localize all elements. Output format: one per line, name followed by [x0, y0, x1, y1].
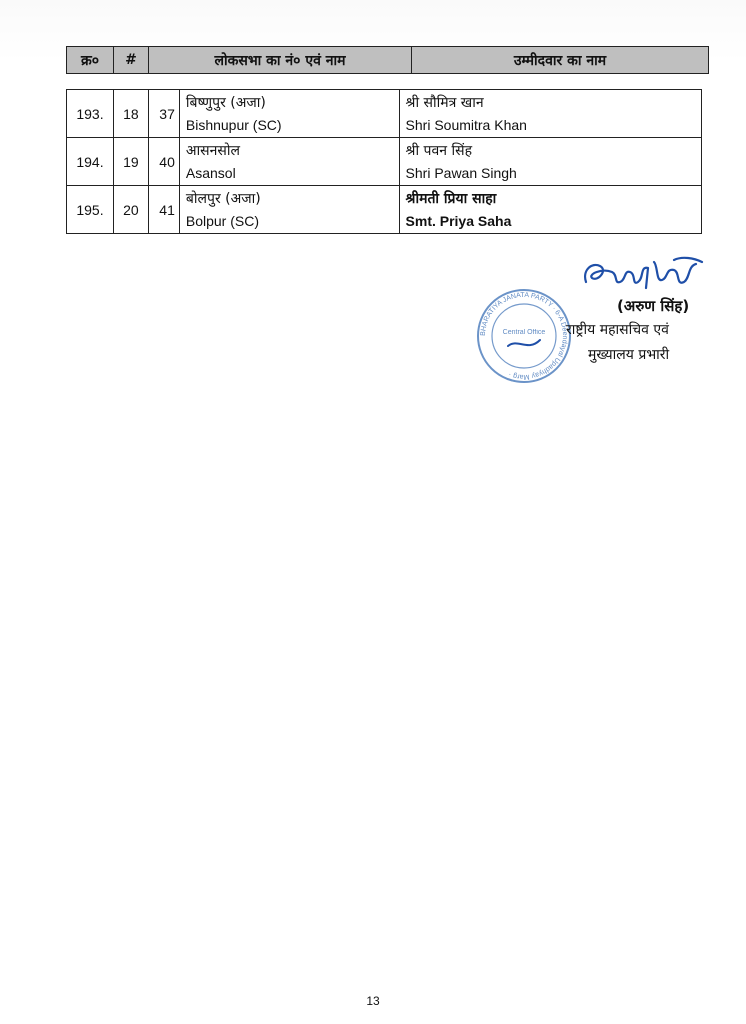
svg-text:BHARATIYA JANATA PARTY · 6-A D: BHARATIYA JANATA PARTY · 6-A Deendayal Upadhyay Marg ·	[479, 291, 569, 381]
constituency-hindi: आसनसोल	[185, 142, 240, 159]
header-serial: क्र०	[67, 47, 114, 74]
table-row	[67, 186, 702, 234]
row-serial: 194.	[67, 138, 114, 186]
header-table	[66, 46, 709, 74]
signatory-name: (अरुण सिंह)	[617, 297, 690, 315]
row-const-no: 40	[148, 138, 179, 186]
candidate-english: Shri Pawan Singh	[405, 164, 517, 181]
table-row	[67, 90, 702, 138]
constituency-english: Bishnupur (SC)	[185, 116, 282, 133]
page-number: 13	[366, 994, 380, 1008]
row-constituency	[179, 186, 399, 234]
candidate-english: Smt. Priya Saha	[405, 212, 512, 229]
row-constituency	[179, 138, 399, 186]
row-serial: 195.	[67, 186, 114, 234]
party-stamp	[474, 286, 574, 386]
header-candidate: उम्मीदवार का नाम	[412, 47, 709, 74]
candidates-body	[67, 90, 702, 234]
header-row	[67, 47, 709, 74]
candidates-table	[66, 89, 702, 234]
signature-scribble	[578, 252, 710, 300]
row-candidate	[399, 90, 701, 138]
candidate-english: Shri Soumitra Khan	[405, 116, 527, 133]
constituency-hindi: बोलपुर (अजा)	[185, 190, 261, 207]
signatory-title-line1: राष्ट्रीय महासचिव एवं	[566, 322, 669, 338]
header-constituency: लोकसभा का नं० एवं नाम	[149, 47, 412, 74]
svg-text:Central Office: Central Office	[502, 329, 546, 336]
candidate-hindi: श्री सौमित्र खान	[405, 94, 484, 111]
table-row	[67, 138, 702, 186]
header-hash: #	[114, 47, 149, 74]
signatory-title-line2: मुख्यालय प्रभारी	[588, 347, 670, 363]
constituency-english: Asansol	[185, 164, 236, 181]
row-candidate	[399, 186, 701, 234]
row-const-no: 37	[148, 90, 179, 138]
constituency-hindi: बिष्णुपुर (अजा)	[185, 94, 266, 111]
row-const-no: 41	[148, 186, 179, 234]
constituency-english: Bolpur (SC)	[185, 212, 260, 229]
row-candidate	[399, 138, 701, 186]
row-serial: 193.	[67, 90, 114, 138]
candidate-hindi: श्रीमती प्रिया साहा	[405, 190, 497, 207]
row-hash: 20	[113, 186, 148, 234]
candidate-hindi: श्री पवन सिंह	[405, 142, 472, 159]
row-constituency	[179, 90, 399, 138]
row-hash: 18	[113, 90, 148, 138]
row-hash: 19	[113, 138, 148, 186]
